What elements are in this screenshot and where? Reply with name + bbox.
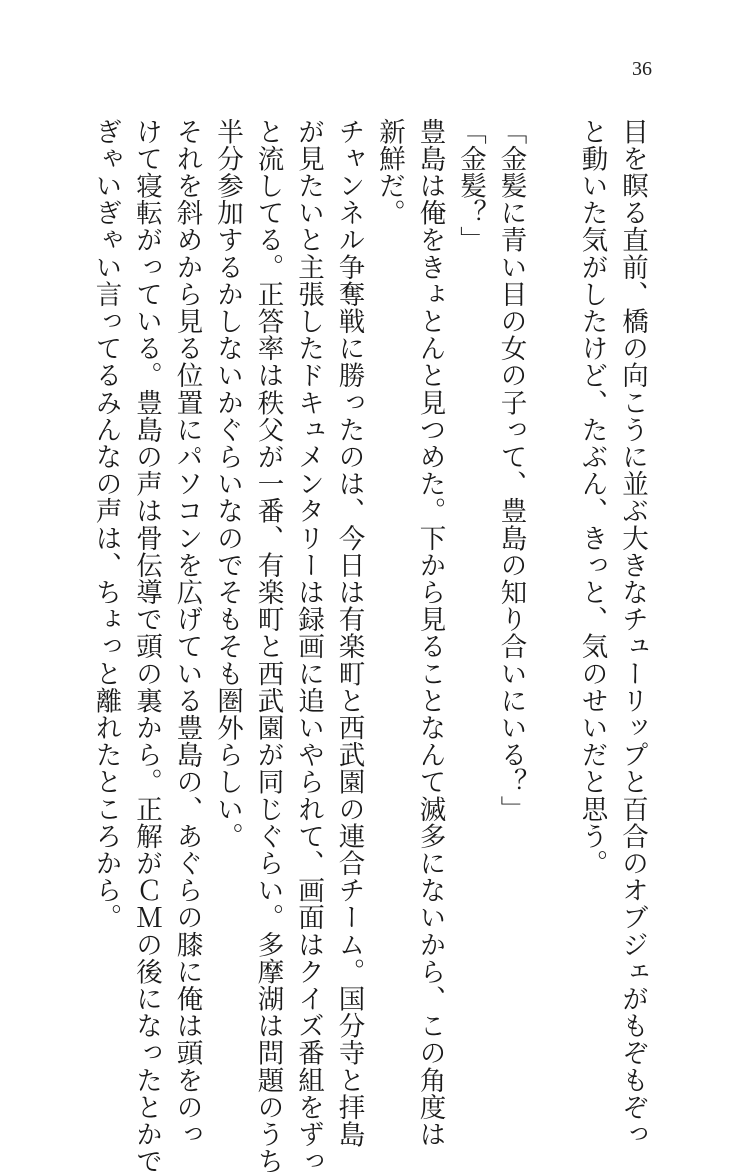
text-line: 新鮮だ。: [374, 118, 405, 227]
text-line: 目を瞑る直前、橋の向こうに並ぶ大きなチューリップと百合のオブジェがもぞもぞっ: [617, 118, 648, 1148]
text-line: が見たいと主張したドキュメンタリーは録画に追いやられて、画面はクイズ番組をずっ: [293, 118, 324, 1175]
text-line: 豊島は俺をきょとんと見つめた。下から見ることなんて滅多にないから、この角度は: [414, 118, 446, 1148]
blank-line: [531, 118, 572, 948]
text-line: 半分参加するかしないかぐらいなのでそもそも圏外らしい。: [212, 118, 243, 850]
text-line: ぎゃいぎゃい言ってるみんなの声は、ちょっと離れたところから。: [90, 118, 122, 931]
text-line: 「金髪？」: [455, 118, 486, 254]
text-line: と流してる。正答率は秩父が一番、有楽町と西武園が同じぐらい。多摩湖は問題のうち: [252, 118, 284, 1175]
text-line: チャンネル争奪戦に勝ったのは、今日は有楽町と西武園の連合チーム。国分寺と拝島: [333, 118, 365, 1148]
text-line: けて寝転がっている。豊島の声は骨伝導で頭の裏から。正解がＣＭの後になったとかで: [131, 118, 162, 1175]
text-line: それを斜めから見る位置にパソコンを広げている豊島の、あぐらの膝に俺は頭をのっ: [171, 118, 203, 1148]
text-line: と動いた気がしたけど、たぶん、きっと、気のせいだと思う。: [576, 118, 608, 877]
page-number: 36: [632, 58, 652, 80]
vertical-text-body: [85, 118, 652, 1175]
text-line: 「金髪に青い目の女の子って、豊島の知り合いにいる？」: [495, 118, 527, 823]
